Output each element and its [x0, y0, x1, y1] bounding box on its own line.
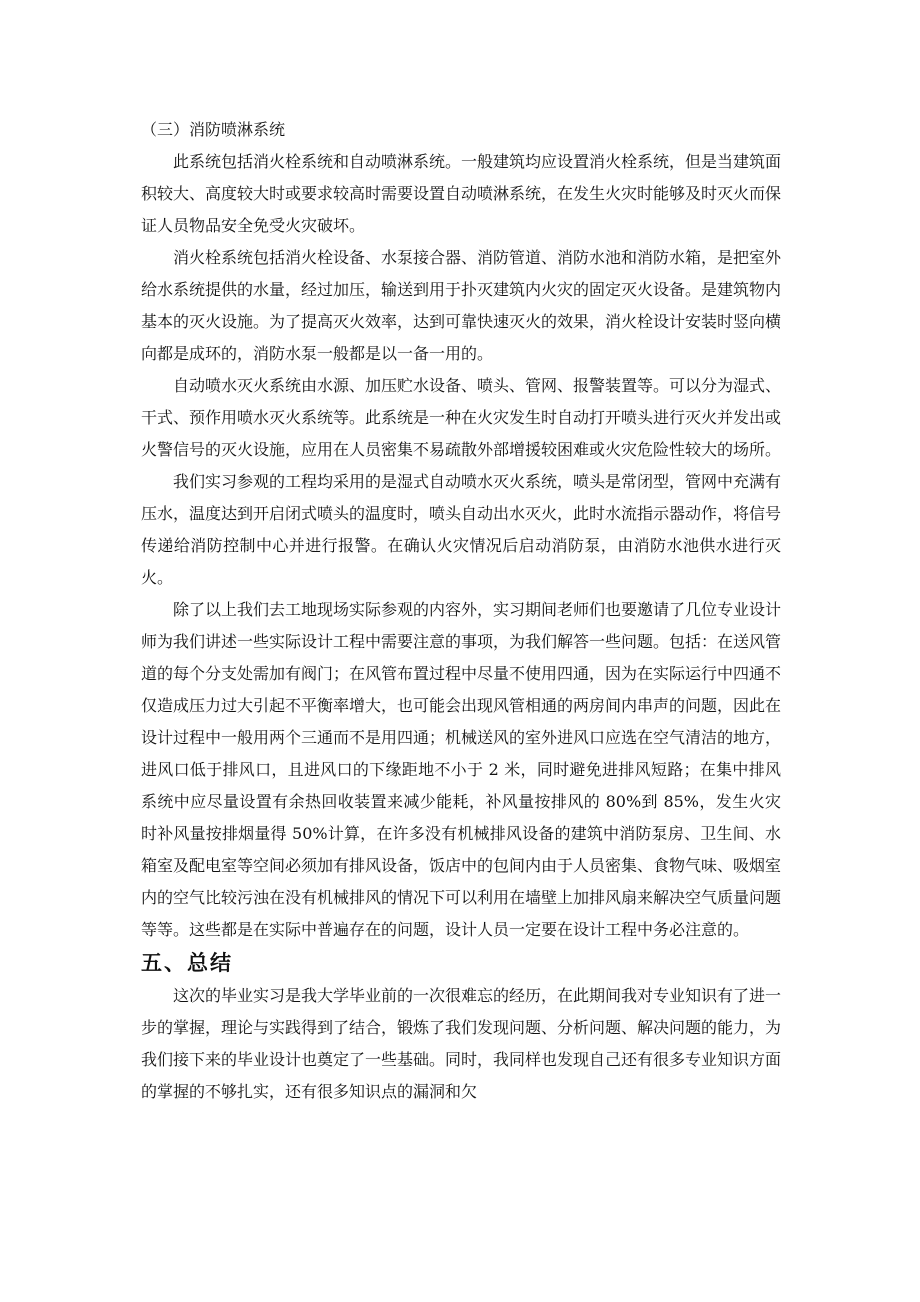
- paragraph-wet-system: 我们实习参观的工程均采用的是湿式自动喷水灭火系统，喷头是常闭型，管网中充满有压水，温度达到开启闭式喷头的温度时，喷头自动出水灭火，此时水流指示器动作，将信号传递给消防控制中心并进行报警。在确认火灾情况后启动消防泵，由消防水池供水进行灭火。: [141, 472, 782, 587]
- summary-heading: 五、总结: [141, 951, 233, 975]
- paragraph-sprinkler-overview: 此系统包括消火栓系统和自动喷淋系统。一般建筑均应设置消火栓系统，但是当建筑面积较大、高度较大时或要求较高时需要设置自动喷淋系统，在发生火灾时能够及时灭火而保证人员物品安全免受火灾破坏。: [141, 152, 782, 235]
- paragraph-auto-sprinkler: 自动喷水灭火系统由水源、加压贮水设备、喷头、管网、报警装置等。可以分为湿式、干式、预作用喷水灭火系统等。此系统是一种在火灾发生时自动打开喷头进行灭火并发出或火警信号的灭火设施，应用在人员密集不易疏散外部增援较困难或火灾危险性较大的场所。: [141, 376, 782, 459]
- paragraph-summary: 这次的毕业实习是我大学毕业前的一次很难忘的经历，在此期间我对专业知识有了进一步的掌握，理论与实践得到了结合，锻炼了我们发现问题、分析问题、解决问题的能力，为我们接下来的毕业设计也奠定了一些基础。同时，我同样也发现自己还有很多专业知识方面的掌握的不够扎实，还有很多知识点的漏洞和欠: [141, 986, 782, 1101]
- document-body: [141, 114, 781, 1108]
- paragraph-design-notes: 除了以上我们去工地现场实际参观的内容外，实习期间老师们也要邀请了几位专业设计师为我们讲述一些实际设计工程中需要注意的事项，为我们解答一些问题。包括：在送风管道的每个分支处需加有阀门；在风管布置过程中尽量不使用四通，因为在实际运行中四通不仅造成压力过大引起不平衡率增大，也可能会出现风管相通的两房间内串声的问题，因此在设计过程中一般用两个三通而不是用四通；机械送风的室外进风口应选在空气清洁的地方，进风口低于排风口，且进风口的下缘距地不小于 2 米，同时避免进排风短路；在集中排风系统中应尽量设置有余热回收装置来减少能耗，补风量按排风的 80%到 85%，发生火灾时补风量按排烟量得 50%计算，在许多没有机械排风设备的建筑中消防泵房、卫生间、水箱室及配电室等空间必须加有排风设备，饭店中的包间内由于人员密集、食物气味、吸烟室内的空气比较污浊在没有机械排风的情况下可以利用在墙壁上加排风扇来解决空气质量问题等等。这些都是在实际中普遍存在的问题，设计人员一定要在设计工程中务必注意的。: [141, 600, 782, 939]
- fire-sprinkler-heading: （三）消防喷淋系统: [141, 120, 286, 139]
- paragraph-hydrant-system: 消火栓系统包括消火栓设备、水泵接合器、消防管道、消防水池和消防水箱，是把室外给水系统提供的水量，经过加压，输送到用于扑灭建筑内火灾的固定灭火设备。是建筑物内基本的灭火设施。为了提高灭火效率，达到可靠快速灭火的效果，消火栓设计安装时竖向横向都是成环的，消防水泵一般都是以一备一用的。: [141, 248, 782, 363]
